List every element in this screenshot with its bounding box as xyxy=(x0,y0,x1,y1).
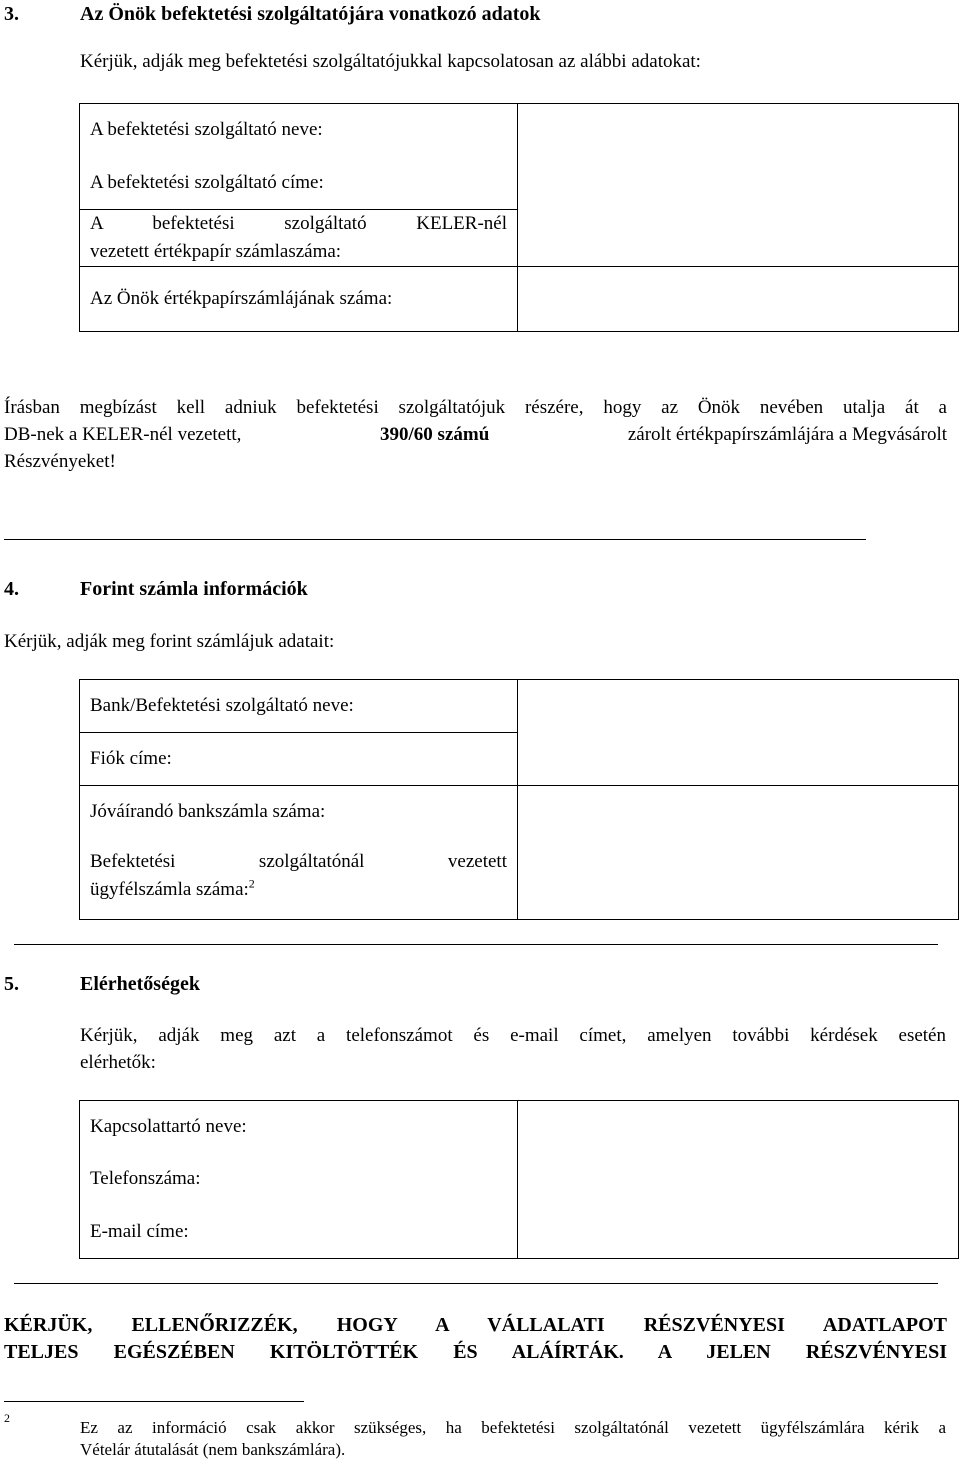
section3-number: 3. xyxy=(4,3,19,25)
bank-name-field[interactable] xyxy=(518,680,959,786)
client-account-label-text: ügyfélszámla száma: xyxy=(90,879,249,900)
client-account-label-line1: Befektetési szolgáltatónál vezetett xyxy=(90,851,507,872)
client-account-label xyxy=(80,838,517,919)
footnote-separator xyxy=(4,1401,304,1402)
instruction-part-a: DB-nek a KELER-nél vezetett, xyxy=(4,424,242,445)
divider xyxy=(4,539,866,540)
form-row xyxy=(80,680,959,733)
client-account-label-line2 xyxy=(90,876,507,904)
form-row xyxy=(80,1101,959,1154)
phone-label: Telefonszáma: xyxy=(80,1153,518,1205)
bank-name-label: Bank/Befektetési szolgáltató neve: xyxy=(80,680,518,733)
bank-account-number-label: Jóváírandó bankszámla száma: xyxy=(90,801,326,822)
branch-address-label: Fiók címe: xyxy=(80,733,518,786)
form-label-cell xyxy=(80,104,518,210)
section5-number: 5. xyxy=(4,973,19,995)
instruction-part-b: zárolt értékpapírszámlájára a Megvásárolt xyxy=(627,424,947,445)
keler-account-label-line1: A befektetési szolgáltató KELER-nél xyxy=(90,213,507,234)
notice-line2: TELJES EGÉSZÉBEN KITÖLTÖTTÉK ÉS ALÁÍRTÁK. A JELEN RÉSZVÉNYESI xyxy=(4,1341,947,1363)
instruction-account-number: 390/60 számú xyxy=(380,424,490,445)
footnote-number: 2 xyxy=(4,1411,10,1425)
section5-title: Elérhetőségek xyxy=(80,973,200,995)
provider-data-field[interactable] xyxy=(518,104,959,267)
instruction-line2 xyxy=(4,421,947,449)
section5-intro-line1: Kérjük, adják meg azt a telefonszámot és e-mail címet, amelyen további kérdések esetén xyxy=(80,1025,946,1046)
footnote-ref: 2 xyxy=(248,876,255,891)
email-label: E-mail címe: xyxy=(80,1205,518,1259)
divider xyxy=(14,944,938,945)
form-label-cell xyxy=(80,786,518,920)
section3-title: Az Önök befektetési szolgáltatójára vonatkozó adatok xyxy=(80,3,541,25)
investment-provider-table xyxy=(79,103,959,332)
contact-name-label: Kapcsolattartó neve: xyxy=(80,1101,518,1154)
instruction-line3: Részvényeket! xyxy=(4,451,116,472)
keler-account-label-line2: vezetett értékpapír számlaszáma: xyxy=(90,241,342,262)
bank-account-field[interactable] xyxy=(518,786,959,920)
section3-intro: Kérjük, adják meg befektetési szolgáltatójukkal kapcsolatosan az alábbi adatokat: xyxy=(80,51,701,72)
section4-intro: Kérjük, adják meg forint számlájuk adatait: xyxy=(4,631,335,652)
form-row xyxy=(80,267,959,332)
section4-title: Forint számla információk xyxy=(80,578,308,600)
section5-intro-line2: elérhetők: xyxy=(80,1052,156,1073)
footnote-line1: Ez az információ csak akkor szükséges, ha befektetési szolgáltatónál vezetett ügyfélszámlára kérik a xyxy=(80,1418,946,1437)
footnote-line2: Vételár átutalását (nem bankszámlára). xyxy=(80,1440,346,1459)
divider xyxy=(14,1283,938,1284)
notice-line1: KÉRJÜK, ELLENŐRIZZÉK, HOGY A VÁLLALATI RÉSZVÉNYESI ADATLAPOT xyxy=(4,1314,947,1336)
provider-address-label: A befektetési szolgáltató címe: xyxy=(90,172,324,193)
bank-account-table xyxy=(79,679,959,920)
contact-data-field[interactable] xyxy=(518,1101,959,1259)
contact-table xyxy=(79,1100,959,1259)
securities-account-label: Az Önök értékpapírszámlájának száma: xyxy=(80,267,518,332)
section4-number: 4. xyxy=(4,578,19,600)
form-label-cell xyxy=(80,210,518,267)
instruction-line1: Írásban megbízást kell adniuk befektetési szolgáltatójuk részére, hogy az Önök nevében utalja át a xyxy=(4,397,947,418)
securities-account-field[interactable] xyxy=(518,267,959,332)
provider-name-label: A befektetési szolgáltató neve: xyxy=(90,119,323,140)
